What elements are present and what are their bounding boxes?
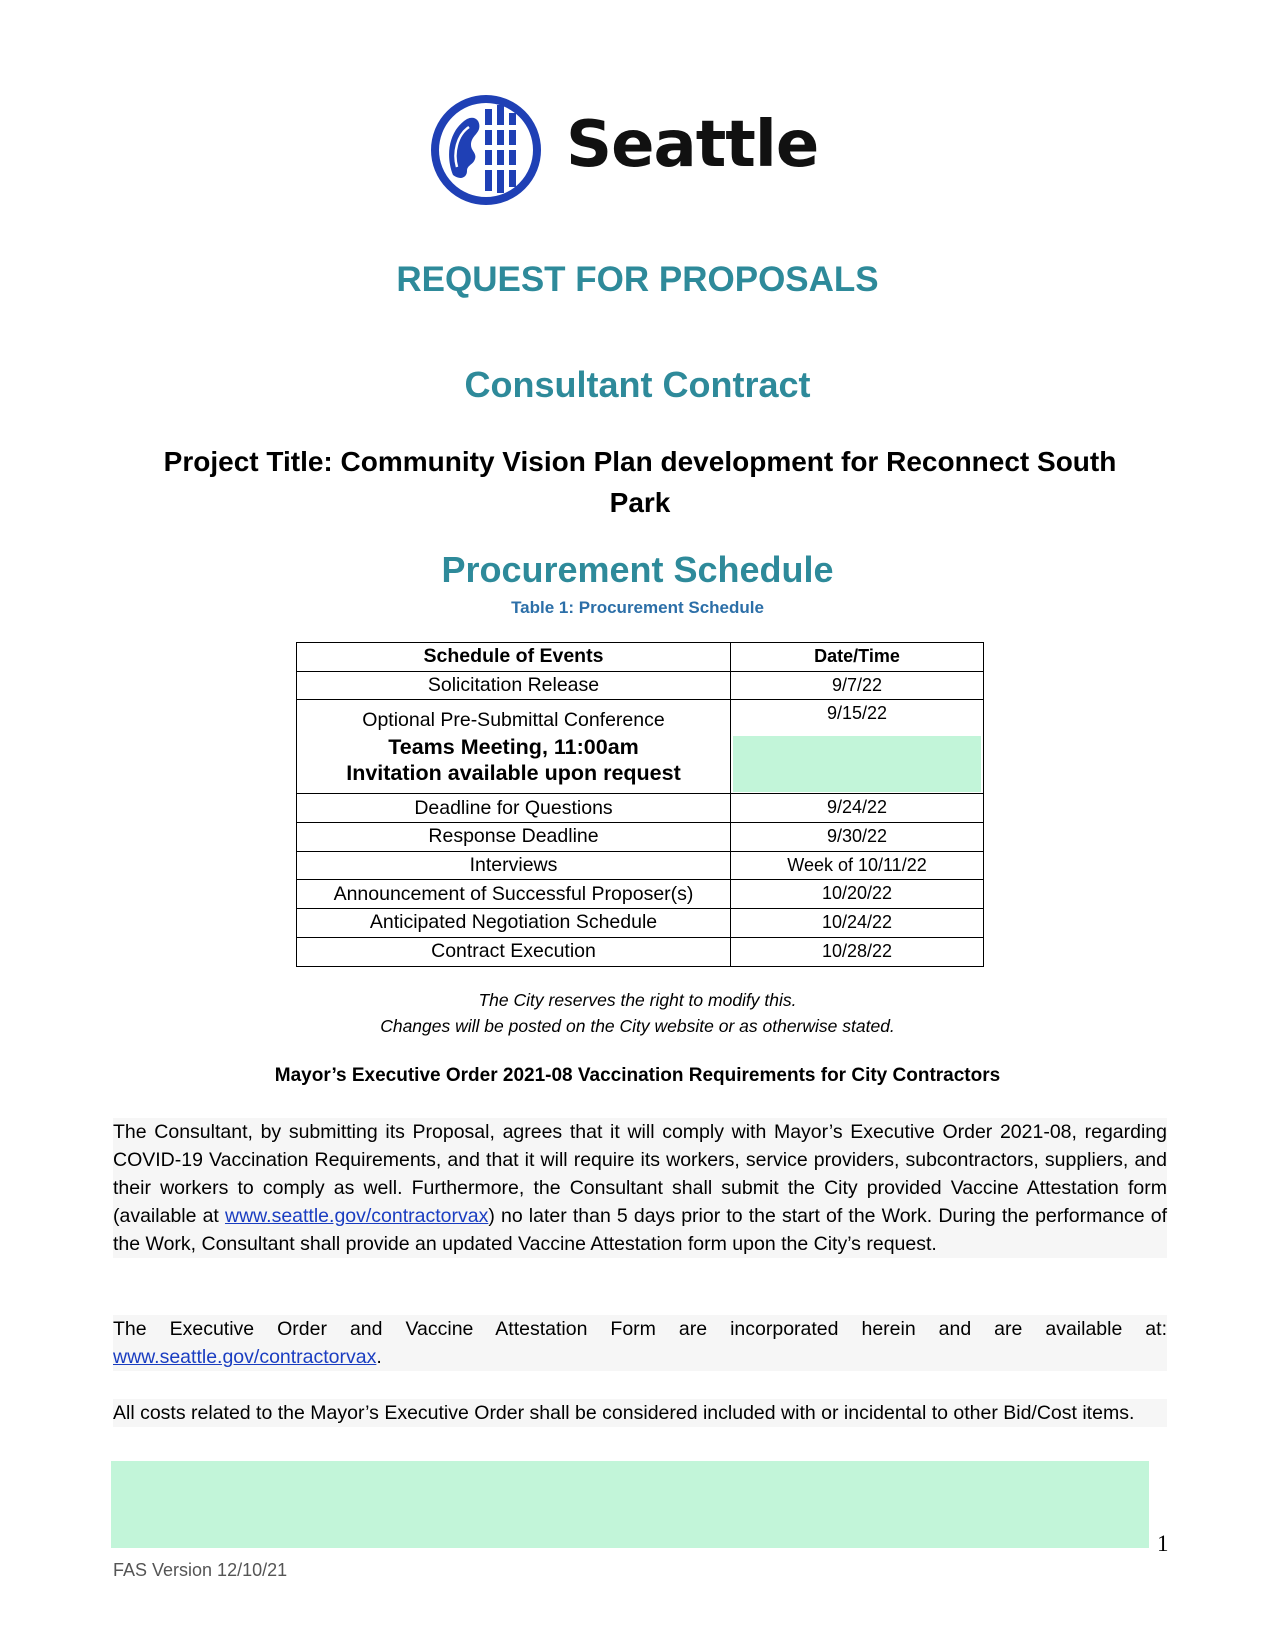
date-cell: 9/7/22 bbox=[731, 671, 984, 700]
event-note-meeting: Teams Meeting, 11:00am bbox=[388, 735, 639, 760]
event-note-invitation: Invitation available upon request bbox=[346, 761, 681, 786]
date-cell: 10/28/22 bbox=[731, 937, 984, 966]
table-caption: Table 1: Procurement Schedule bbox=[511, 598, 764, 617]
event-cell: Announcement of Successful Proposer(s) bbox=[297, 880, 731, 909]
table-row bbox=[297, 823, 984, 852]
table-row bbox=[297, 794, 984, 823]
event-cell: Anticipated Negotiation Schedule bbox=[297, 909, 731, 938]
city-of-seattle-seal-icon bbox=[431, 95, 541, 205]
paragraph-text: The Executive Order and Vaccine Attestation Form are incorporated herein and are available at: bbox=[113, 1318, 1167, 1340]
column-header-events: Schedule of Events bbox=[297, 643, 731, 672]
paragraph-text: ) no later than 5 days prior to the start of the Work. During the performance of the Work, Consultant shall provide an updated Vaccine Attestation form upon the City’s request. bbox=[113, 1205, 1167, 1255]
schedule-note bbox=[0, 987, 1275, 1039]
highlight-field bbox=[111, 1461, 1149, 1548]
date-cell: 9/30/22 bbox=[731, 823, 984, 852]
section-title: Procurement Schedule bbox=[441, 549, 834, 590]
contractorvax-link[interactable]: www.seattle.gov/contractorvax bbox=[113, 1346, 377, 1368]
executive-order-title: Mayor’s Executive Order 2021-08 Vaccination Requirements for City Contractors bbox=[274, 1065, 1001, 1086]
contractorvax-link[interactable]: www.seattle.gov/contractorvax bbox=[224, 1205, 489, 1227]
table-row bbox=[297, 937, 984, 966]
event-cell: Deadline for Questions bbox=[297, 794, 731, 823]
note-line-1: The City reserves the right to modify this. bbox=[478, 990, 797, 1010]
event-cell: Interviews bbox=[297, 851, 731, 880]
paragraph-text: The Consultant, by submitting its Proposal, agrees that it will comply with Mayor’s Executive Order 2021-08, regarding COVID-19 Vaccination Requirements, and that it will require its workers, service providers, subcontractors, suppliers, and their workers to comply as well. Furthermore, the Consultant shall submit the City provided Vaccine Attestation form (available at bbox=[113, 1121, 1167, 1227]
footer-version: FAS Version 12/10/21 bbox=[113, 1560, 288, 1580]
highlight-field bbox=[733, 736, 981, 792]
incorporation-paragraph bbox=[113, 1315, 1167, 1371]
procurement-schedule-table bbox=[296, 642, 984, 967]
paragraph-text: . bbox=[376, 1346, 382, 1368]
page-number: 1 bbox=[1157, 1531, 1169, 1556]
date-cell: 9/24/22 bbox=[731, 794, 984, 823]
table-row bbox=[297, 671, 984, 700]
date-cell bbox=[731, 700, 984, 794]
table-row bbox=[297, 909, 984, 938]
document-heading: REQUEST FOR PROPOSALS bbox=[396, 260, 879, 299]
table-row bbox=[297, 880, 984, 909]
seattle-logo bbox=[431, 95, 819, 205]
project-title: Project Title: Community Vision Plan development for Reconnect South Park bbox=[163, 446, 1117, 518]
event-cell bbox=[297, 700, 731, 794]
logo-wordmark: Seattle bbox=[566, 108, 819, 182]
date-cell: Week of 10/11/22 bbox=[731, 851, 984, 880]
date-value: 9/15/22 bbox=[826, 703, 888, 724]
event-label: Optional Pre-Submittal Conference bbox=[362, 709, 665, 732]
table-header-row bbox=[297, 643, 984, 672]
event-cell: Response Deadline bbox=[297, 823, 731, 852]
table-row bbox=[297, 851, 984, 880]
date-cell: 10/20/22 bbox=[731, 880, 984, 909]
column-header-date: Date/Time bbox=[731, 643, 984, 672]
costs-paragraph: All costs related to the Mayor’s Executive Order shall be considered included with or incidental to other Bid/Cost items. bbox=[113, 1399, 1167, 1427]
vaccination-paragraph bbox=[113, 1118, 1167, 1258]
document-subheading: Consultant Contract bbox=[464, 364, 811, 405]
event-cell: Contract Execution bbox=[297, 937, 731, 966]
event-cell: Solicitation Release bbox=[297, 671, 731, 700]
date-cell: 10/24/22 bbox=[731, 909, 984, 938]
note-line-2: Changes will be posted on the City website or as otherwise stated. bbox=[380, 1016, 895, 1036]
table-row bbox=[297, 700, 984, 794]
